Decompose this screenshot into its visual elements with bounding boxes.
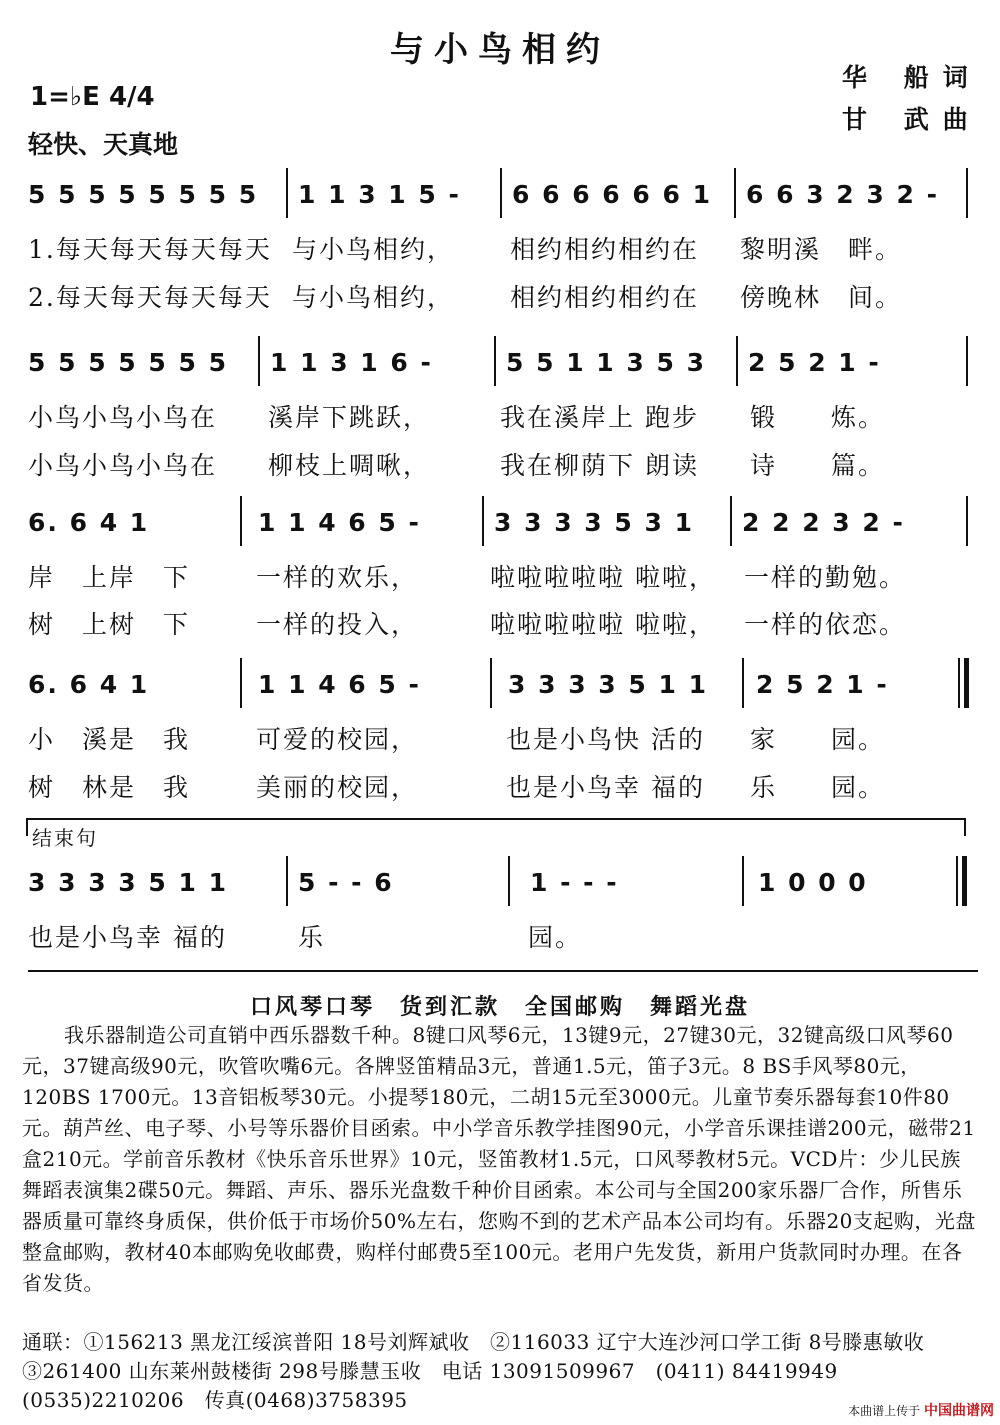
measure-notes: 2 2 2 3 2 - [742, 508, 905, 537]
lyric-verse-2: 一样的投入， [256, 610, 419, 639]
bar-line [482, 496, 484, 546]
lyric-verse-2: 乐 园。 [750, 773, 886, 802]
ad-body: 我乐器制造公司直销中西乐器数千种。8键口风琴6元，13键9元，27键30元，32键高级口风琴60元，37键高级90元，吹管吹嘴6元。各牌竖笛精品3元，普通1.5元，笛子3元。8 BS手风琴80元，120BS 1700元。13音铝板琴30元。小提琴180元，二胡15元至3000元。儿童节奏乐器每套10件80元。葫芦丝、电子琴、小号等乐器价目函索。中小学音乐教学挂图90元，小学音乐课挂谱200元，磁带21盒210元。学前音乐教材《快乐音乐世界》10元，竖笛教材1.5元，口风琴教材5元。VCD片：少儿民族舞蹈表演集2碟50元。舞蹈、声乐、器乐光盘数千种价目函索。本公司与全国200家乐器厂合作，所售乐器质量可靠终身质保，供价低于市场价50%左右，您购不到的艺术产品本公司均有。乐器20支起购，光盘整盒邮购，教材40本邮购免收邮费，购样付邮费5至100元。老用户先发货，新用户货款同时办理。在各省发货。 [22, 1023, 976, 1295]
measure-notes: 1 1 3 1 5 - [298, 180, 461, 209]
lyric-verse-2: 树 林是 我 [28, 773, 191, 802]
measure-notes: 2 5 2 1 - [748, 348, 881, 377]
bar-line [734, 168, 736, 218]
measure-notes: 3 3 3 3 5 1 1 [508, 670, 708, 699]
composer-credit: 甘 武曲 [842, 105, 982, 134]
bar-line [286, 168, 288, 218]
lyric-verse-2: 一样的依恋。 [744, 610, 907, 639]
measure-notes: 6 6 6 6 6 6 1 [512, 180, 712, 209]
bar-line [258, 336, 260, 386]
lyric-verse-1: 岸 上岸 下 [28, 563, 191, 592]
lyric-verse-2: 小鸟小鸟小鸟在 [28, 451, 218, 480]
lyric-verse-2: 傍晚林 间。 [740, 283, 903, 312]
measure-notes: 1 0 0 0 [758, 868, 868, 897]
watermark [848, 1400, 994, 1420]
bar-line [742, 658, 744, 708]
measure-notes: 3 3 3 3 5 1 1 [28, 868, 228, 897]
bar-line [966, 336, 968, 386]
lyric-verse-1: 1.每天每天每天每天 [28, 235, 272, 264]
bar-line [736, 336, 738, 386]
lyric-verse-1: 一样的欢乐， [256, 563, 419, 592]
measure-notes: 5 5 5 5 5 5 5 [28, 348, 228, 377]
bar-line [240, 496, 242, 546]
lyric-verse-1: 也是小鸟快 活的 [506, 725, 705, 754]
ending-lyric: 也是小鸟幸 福的 [28, 923, 227, 952]
lyric-verse-1: 黎明溪 畔。 [740, 235, 903, 264]
measure-notes: 6. 6 4 1 [28, 670, 150, 699]
bar-line [490, 658, 492, 708]
repeat-bar-line [958, 658, 960, 708]
lyric-verse-1: 相约相约相约在 [510, 235, 700, 264]
measure-notes: 6. 6 4 1 [28, 508, 150, 537]
final-bar-line-thick [962, 856, 967, 906]
song-title: 与小鸟相约 [390, 30, 610, 70]
lyric-verse-2: 柳枝上啁啾， [268, 451, 431, 480]
divider [28, 970, 978, 972]
lyric-verse-1: 可爱的校园， [256, 725, 419, 754]
lyric-verse-1: 我在溪岸上 跑步 [500, 403, 699, 432]
measure-notes: 1 - - - [530, 868, 619, 897]
bar-line [966, 168, 968, 218]
bar-line [494, 336, 496, 386]
lyric-verse-1: 小 溪是 我 [28, 725, 191, 754]
lyric-verse-1: 家 园。 [750, 725, 886, 754]
tempo-marking: 轻快、天真地 [28, 130, 179, 159]
lyric-verse-1: 啦啦啦啦啦 啦啦， [490, 563, 716, 592]
lyric-verse-2: 美丽的校园， [256, 773, 419, 802]
ending-lyric: 园。 [528, 923, 583, 952]
ending-lyric: 乐 [298, 923, 326, 952]
lyric-verse-2: 啦啦啦啦啦 啦啦， [490, 610, 716, 639]
ending-bracket-top [26, 818, 966, 820]
ending-bracket-right [964, 818, 966, 836]
repeat-bar-line-thick [964, 658, 969, 708]
lyric-verse-2: 诗 篇。 [750, 451, 886, 480]
measure-notes: 6 6 3 2 3 2 - [746, 180, 939, 209]
lyric-verse-1: 一样的勤勉。 [744, 563, 907, 592]
bar-line [730, 496, 732, 546]
bar-line [508, 856, 510, 906]
bar-line [500, 168, 502, 218]
lyric-verse-2: 相约相约相约在 [510, 283, 700, 312]
key-signature: 1=♭E 4/4 [30, 82, 155, 112]
lyric-verse-2: 树 上树 下 [28, 610, 191, 639]
bar-line [742, 856, 744, 906]
lyric-verse-2: 与小鸟相约， [292, 283, 455, 312]
ad-contact: 通联：①156213 黑龙江绥滨普阳 18号刘辉斌收 ②116033 辽宁大连沙河口学工街 8号滕惠敏收 ③261400 山东莱州鼓楼街 298号滕慧玉收 电话 13091509967 (0411) 84419949 (0535)2210206 传真(0468)3758395 [22, 1330, 945, 1412]
lyric-verse-2: 我在柳荫下 朗读 [500, 451, 699, 480]
measure-notes: 5 5 5 5 5 5 5 5 [28, 180, 259, 209]
lyric-verse-2: 2.每天每天每天每天 [28, 283, 272, 312]
ending-bracket-left [26, 818, 28, 836]
ad-title: 口风琴口琴 货到汇款 全国邮购 舞蹈光盘 [249, 995, 750, 1020]
bar-line [286, 856, 288, 906]
lyric-verse-1: 小鸟小鸟小鸟在 [28, 403, 218, 432]
measure-notes: 5 5 1 1 3 5 3 [506, 348, 706, 377]
lyricist-credit: 华 船词 [842, 63, 982, 92]
watermark-text: 本曲谱上传于 [848, 1404, 921, 1418]
bar-line [240, 658, 242, 708]
lyric-verse-1: 与小鸟相约， [292, 235, 455, 264]
lyric-verse-2: 也是小鸟幸 福的 [506, 773, 705, 802]
watermark-brand: 中国曲谱网 [924, 1403, 994, 1419]
lyric-verse-1: 锻 炼。 [750, 403, 886, 432]
ending-label: 结束句 [32, 826, 98, 850]
measure-notes: 1 1 4 6 5 - [258, 508, 421, 537]
measure-notes: 1 1 3 1 6 - [270, 348, 433, 377]
measure-notes: 3 3 3 3 5 3 1 [494, 508, 694, 537]
final-bar-line [956, 856, 958, 906]
measure-notes: 2 5 2 1 - [756, 670, 889, 699]
measure-notes: 5 - - 6 [298, 868, 394, 897]
bar-line [966, 496, 968, 546]
measure-notes: 1 1 4 6 5 - [258, 670, 421, 699]
lyric-verse-1: 溪岸下跳跃， [268, 403, 431, 432]
